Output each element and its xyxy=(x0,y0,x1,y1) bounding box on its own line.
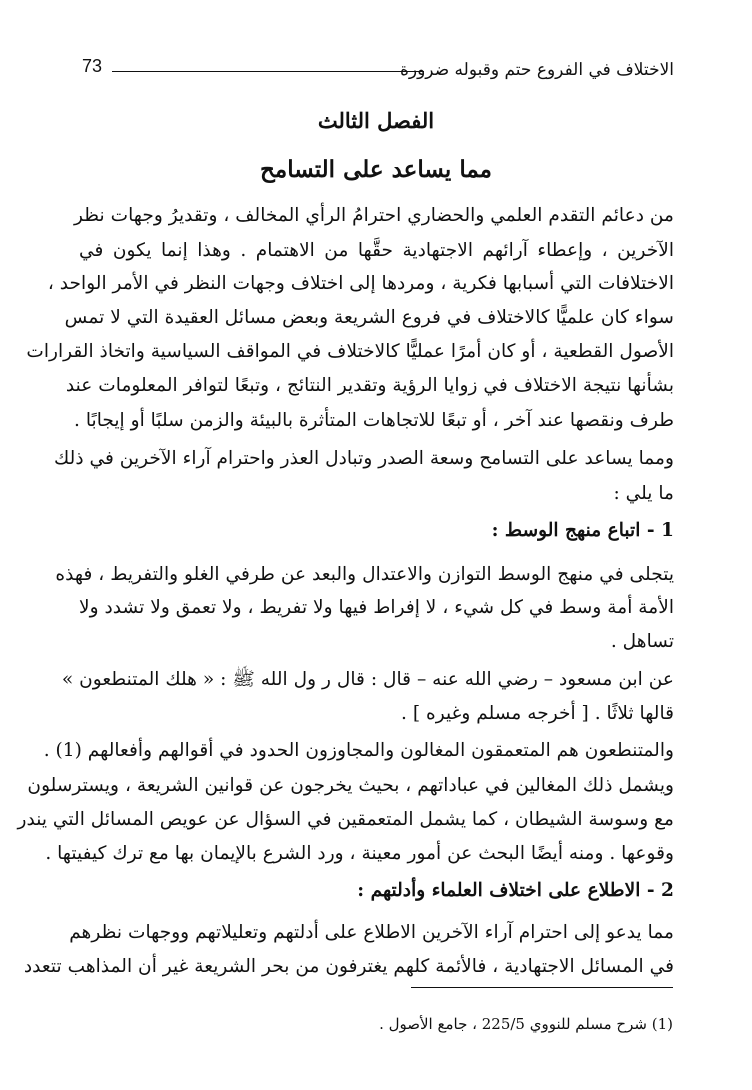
footnote: (1) شرح مسلم للنووي 225/5 ، جامع الأصول . xyxy=(379,1015,673,1033)
body-line: في المسائل الاجتهادية ، فالأئمة كلهم يغترفون من بحر الشريعة غير أن المذاهب تتعدد xyxy=(23,956,674,977)
chapter-title: مما يساعد على التسامح xyxy=(260,156,492,183)
body-line: يتجلى في منهج الوسط التوازن والاعتدال والبعد عن طرفي الغلو والتفريط ، فهذه xyxy=(55,564,674,585)
body-line: وقوعها . ومنه أيضًا البحث عن أمور معينة ، ورد الشرع بالإيمان بها مع ترك كيفيتها . xyxy=(45,843,674,864)
running-header xyxy=(82,56,674,86)
running-title: الاختلاف في الفروع حتم وقبوله ضرورة xyxy=(399,60,674,80)
body-line: تساهل . xyxy=(610,631,674,652)
body-line: مع وسوسة الشيطان ، كما يشمل المتعمقين في السؤال عن عويص المسائل التي يندر xyxy=(17,809,674,830)
body-line: ويشمل ذلك المغالين في عباداتهم ، بحيث يخرجون عن قوانين الشريعة ، ويسترسلون xyxy=(27,775,674,796)
footnote-rule xyxy=(411,987,673,988)
body-line: بشأنها نتيجة الاختلاف في زوايا الرؤية وتقدير النتائج ، وتبعًا لتوافر المعلومات عند xyxy=(65,375,674,396)
body-line: سواء كان علميًّا كالاختلاف في فروع الشريعة وبعض مسائل العقيدة التي لا تمس xyxy=(64,307,674,328)
page-number: 73 xyxy=(82,56,103,76)
body-line: ومما يساعد على التسامح وسعة الصدر وتبادل العذر واحترام آراء الآخرين في ذلك xyxy=(53,448,674,469)
body-line: طرف ونقصها عند آخر ، أو تبعًا للاتجاهات المتأثرة بالبيئة والزمن سلبًا أو إيجابًا . xyxy=(74,410,674,431)
body-line: مما يدعو إلى احترام آراء الآخرين الاطلاع على أدلتهم وتعليلاتهم ووجهات نظرهم xyxy=(69,922,674,943)
body-line: الآخرين ، وإعطاء آرائهم الاجتهادية حقَّها من الاهتمام . وهذا إنما يكون في xyxy=(79,240,674,261)
hadith-line: قالها ثلاثًا . [ أخرجه مسلم وغيره ] . xyxy=(401,703,674,724)
section-heading-2: 2 - الاطلاع على اختلاف العلماء وأدلتهم : xyxy=(357,880,674,901)
body-line: ما يلي : xyxy=(613,483,674,504)
body-line: من دعائم التقدم العلمي والحضاري احترامُ الرأي المخالف ، وتقديرُ وجهات نظر xyxy=(73,205,674,226)
header-rule xyxy=(112,71,424,72)
hadith-line: عن ابن مسعود – رضي الله عنه – قال : قال ر ول الله ﷺ : « هلك المتنطعون » xyxy=(61,669,674,690)
body-line: الأمة أمة وسط في كل شيء ، لا إفراط فيها ولا تفريط ، ولا تعمق ولا تشدد ولا xyxy=(79,597,674,618)
section-heading-1: 1 - اتباع منهج الوسط : xyxy=(491,520,674,541)
body-line: الأصول القطعية ، أو كان أمرًا عمليًّا كالاختلاف في المواقف السياسية واتخاذ القرارات xyxy=(26,341,674,362)
body-line: الاختلافات التي أسبابها فكرية ، ومردها إلى اختلاف وجهات النظر في الأمر الواحد ، xyxy=(47,273,674,294)
chapter-label: الفصل الثالث xyxy=(317,108,435,133)
body-line: والمتنطعون هم المتعمقون المغالون والمجاوزون الحدود في أقوالهم وأفعالهم (1) . xyxy=(43,740,674,761)
